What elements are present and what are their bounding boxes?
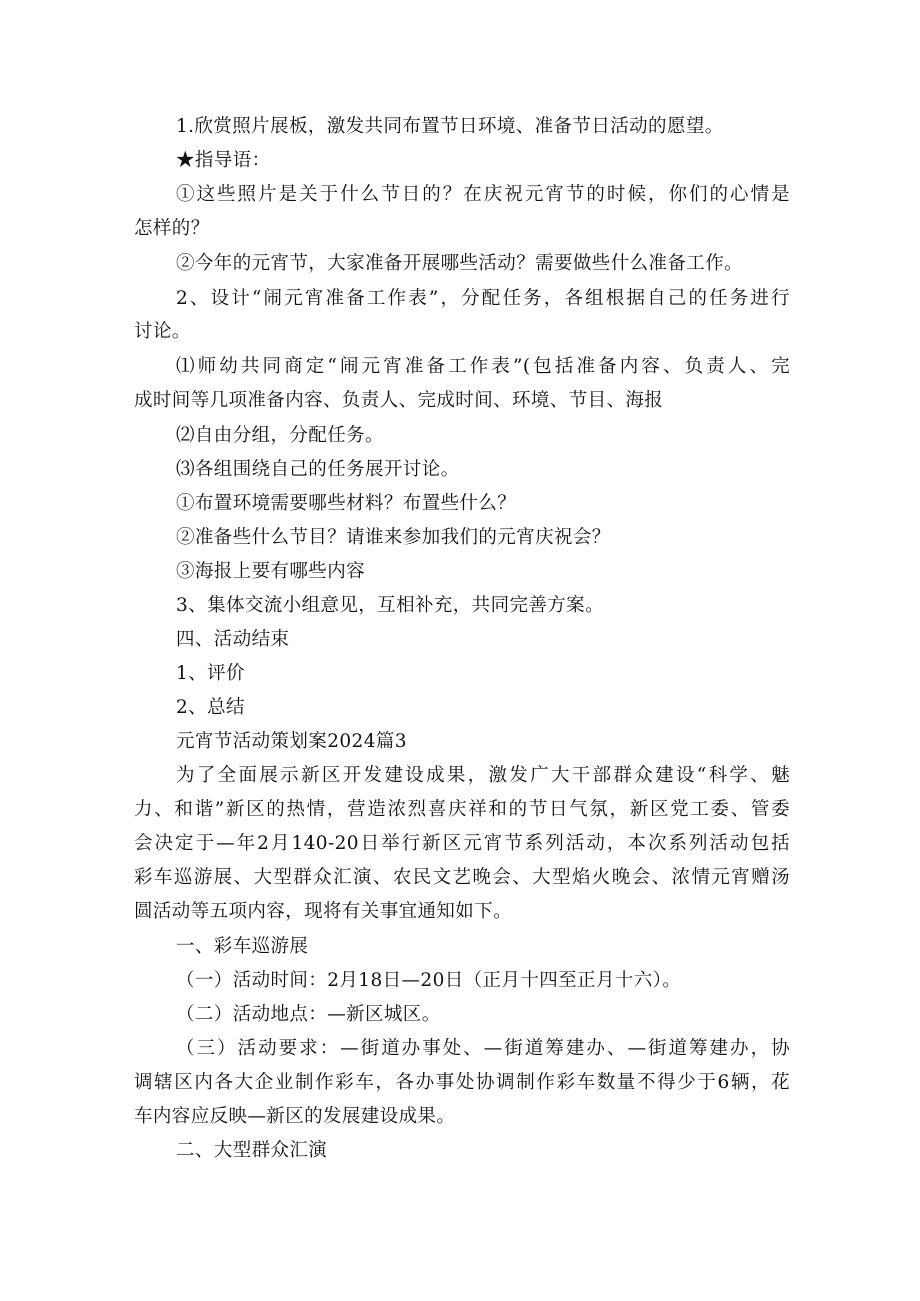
text-line: 会决定于—年2月140-20日举行新区元宵节系列活动，本次系列活动包括: [134, 833, 790, 854]
text-line: ③海报上要有哪些内容: [176, 561, 366, 582]
text-line: 圆活动等五项内容，现将有关事宜通知如下。: [134, 901, 513, 922]
text-line: （一）活动时间：2月18日—20日（正月十四至正月十六）。: [176, 970, 682, 991]
text-line: 力、和谐”新区的热情，营造浓烈喜庆祥和的节日气氛，新区党工委、管委: [134, 799, 790, 820]
text-line: 2、设计“闹元宵准备工作表”，分配任务，各组根据自己的任务进行: [176, 288, 790, 309]
section-heading: 二、大型群众汇演: [176, 1140, 328, 1161]
text-line: 讨论。: [134, 321, 191, 342]
text-line: ②今年的元宵节，大家准备开展哪些活动？需要做些什么准备工作。: [176, 253, 744, 274]
text-line: 怎样的？: [134, 218, 210, 239]
text-line: ★指导语：: [176, 150, 271, 171]
text-line: 1、评价: [176, 663, 245, 684]
text-line: ①这些照片是关于什么节日的？在庆祝元宵节的时候，你们的心情是: [176, 184, 790, 205]
text-line: 为了全面展示新区开发建设成果，激发广大干部群众建设“科学、魅: [176, 765, 790, 786]
section-heading: 一、彩车巡游展: [176, 936, 309, 957]
text-line: 3、集体交流小组意见，互相补充，共同完善方案。: [176, 595, 604, 616]
text-line: ⑴师幼共同商定“闹元宵准备工作表”(包括准备内容、负责人、完: [176, 356, 790, 377]
document-title: 元宵节活动策划案2024篇3: [176, 731, 407, 752]
text-line: 车内容应反映—新区的发展建设成果。: [134, 1106, 456, 1127]
text-line: ②准备些什么节目？请谁来参加我们的元宵庆祝会？: [176, 527, 611, 548]
text-line: 1.欣赏照片展板，激发共同布置节日环境、准备节日活动的愿望。: [176, 116, 724, 137]
text-line: 成时间等几项准备内容、负责人、完成时间、环境、节目、海报: [134, 390, 664, 411]
text-line: ⑶各组围绕自己的任务展开讨论。: [176, 459, 460, 480]
text-line: 调辖区内各大企业制作彩车，各办事处协调制作彩车数量不得少于6辆，花: [134, 1072, 790, 1093]
text-line: ①布置环境需要哪些材料？布置些什么？: [176, 493, 517, 514]
text-line: （三）活动要求：—街道办事处、—街道筹建办、—街道筹建办，协: [176, 1038, 790, 1059]
text-line: （二）活动地点：—新区城区。: [176, 1004, 441, 1025]
text-line: ⑵自由分组，分配任务。: [176, 425, 384, 446]
text-line: 彩车巡游展、大型群众汇演、农民文艺晚会、大型焰火晚会、浓情元宵赠汤: [134, 867, 790, 888]
text-line: 2、总结: [176, 697, 245, 718]
section-heading: 四、活动结束: [176, 629, 290, 650]
